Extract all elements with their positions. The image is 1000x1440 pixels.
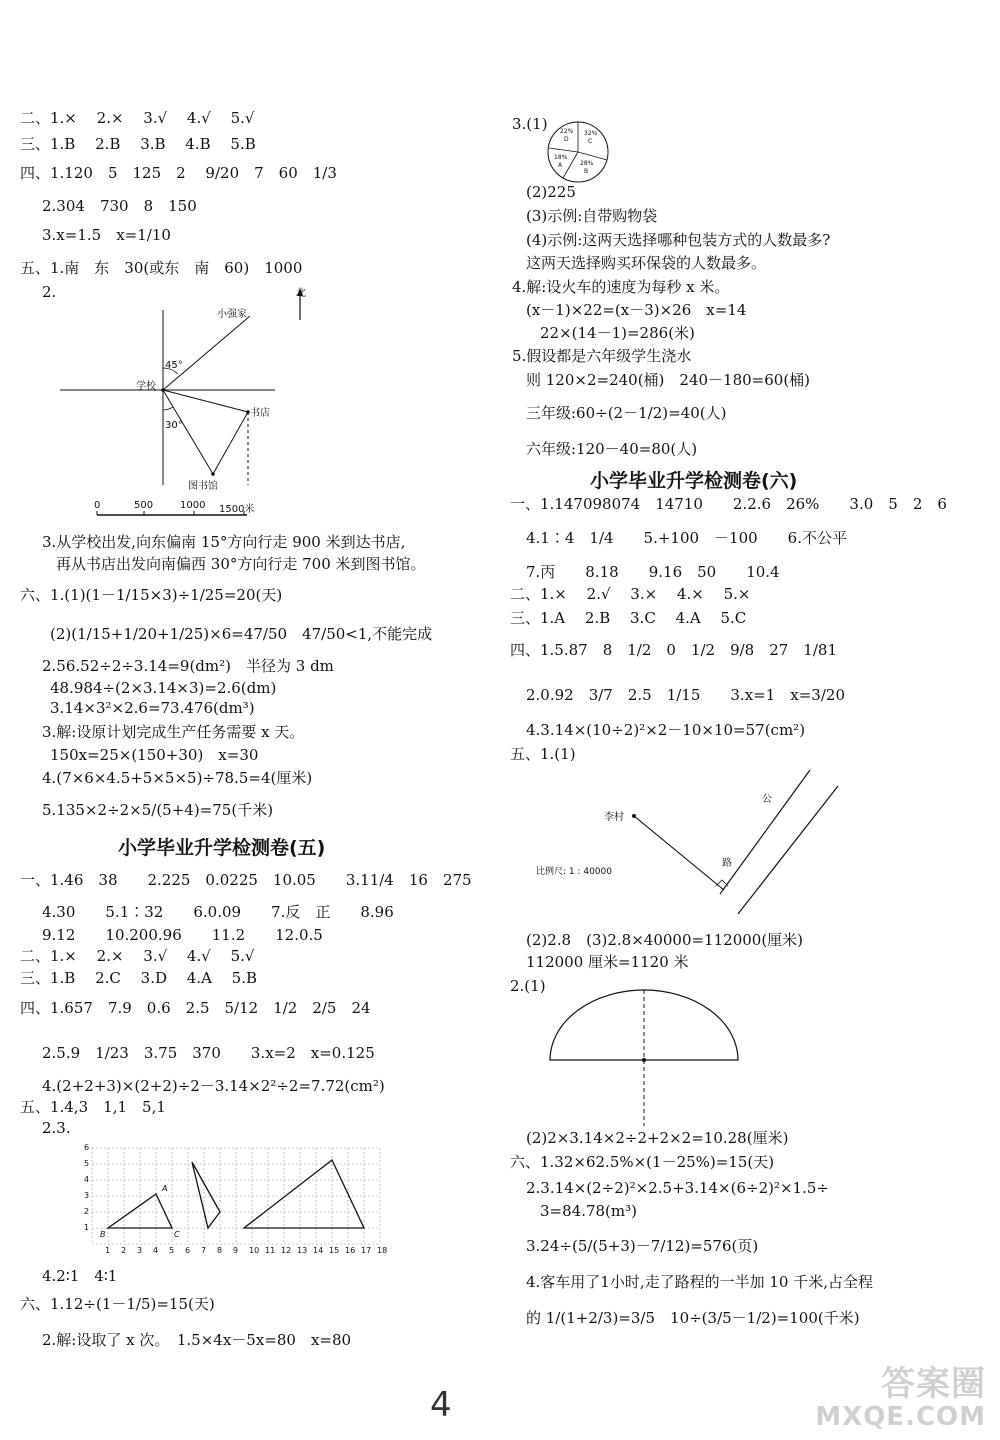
- l-line-7: 2.: [42, 283, 57, 301]
- grid-xtick: 3: [137, 1246, 143, 1255]
- r2-line-7: 2.0.92 3/7 2.5 1/15 3.x=1 x=3/20: [526, 686, 845, 704]
- l2-line-13: 2.解:设取了 x 次。 1.5×4x－5x=80 x=80: [42, 1331, 352, 1349]
- l-line-8: 3.从学校出发,向东偏南 15°方向行走 900 米到达书店,: [42, 533, 406, 551]
- road-label-2: 路: [722, 858, 732, 869]
- l-line-12: 2.56.52÷2÷3.14=9(dm²) 半径为 3 dm: [42, 657, 334, 675]
- semicircle-figure: [548, 990, 744, 1126]
- grid-xtick: 11: [265, 1246, 276, 1255]
- page-number: 4: [430, 1385, 452, 1425]
- triangle-rotated: [192, 1162, 220, 1228]
- r2-line-13: (2)2×3.14×2÷2+2×2=10.28(厘米): [526, 1129, 789, 1147]
- l-line-1: 二、1.× 2.× 3.√ 4.√ 5.√: [20, 109, 255, 127]
- path-to-home: [163, 316, 250, 390]
- grid-xtick: 2: [121, 1246, 127, 1255]
- scale-0: 0: [94, 500, 101, 511]
- pie-a-pct: 18%: [554, 154, 568, 161]
- school-label: 学校: [136, 381, 156, 392]
- l-line-5: 3.x=1.5 x=1/10: [42, 226, 171, 244]
- angle45-label: 45°: [165, 360, 183, 371]
- r-line-1: 3.(1): [512, 115, 548, 133]
- l2-line-4: 二、1.× 2.× 3.√ 4.√ 5.√: [20, 947, 255, 965]
- grid-xtick: 12: [281, 1246, 292, 1255]
- point-a: A: [162, 1184, 168, 1193]
- r2-line-6: 四、1.5.87 8 1/2 0 1/2 9/8 27 1/81: [510, 641, 837, 659]
- grid-xtick: 17: [361, 1246, 372, 1255]
- watermark-logo: 答案圈: [881, 1364, 986, 1404]
- grid-figure: [84, 1138, 404, 1266]
- l-line-16: 150x=25×(150+30) x=30: [50, 746, 259, 764]
- triangle-abc: [108, 1194, 172, 1228]
- pie-b: B: [584, 168, 589, 175]
- r2-line-1: 一、1.147098074 14710 2.2.6 26% 3.0 5 2 6: [510, 495, 947, 513]
- l2-line-12: 六、1.12÷(1－1/5)=15(天): [20, 1295, 215, 1313]
- r-line-5: 这两天选择购买环保袋的人数最多。: [526, 254, 767, 272]
- r2-line-3: 7.丙 8.18 9.16 50 10.4: [526, 563, 780, 581]
- pie-a: A: [558, 162, 563, 169]
- path-to-bookstore: [163, 390, 248, 412]
- l-line-15: 3.解:设原计划完成生产任务需要 x 天。: [42, 723, 305, 741]
- l-line-4: 2.304 730 8 150: [42, 197, 197, 215]
- r2-line-17: 3.24÷(5/(5+3)－7/12)=576(页): [526, 1237, 759, 1255]
- r2-line-14: 六、1.32×62.5%×(1－25%)=15(天): [510, 1153, 775, 1171]
- grid-xtick: 16: [345, 1246, 356, 1255]
- r2-line-18: 4.客车用了1小时,走了路程的一半加 10 千米,占全程: [526, 1273, 874, 1291]
- l-line-10: 六、1.(1)(1－1/15×3)÷1/25=20(天): [20, 586, 283, 604]
- pie-figure: [546, 120, 610, 184]
- title-exam-6: 小学毕业升学检测卷(六): [590, 470, 798, 492]
- home-label: 小强家: [217, 309, 247, 320]
- watermark: [815, 1366, 986, 1432]
- road-figure: [536, 768, 850, 918]
- l-line-14: 3.14×3²×2.6=73.476(dm³): [50, 699, 255, 717]
- road-scale: 比例尺: 1 : 40000: [536, 867, 613, 877]
- l-line-17: 4.(7×6×4.5+5×5×5)÷78.5=4(厘米): [42, 769, 313, 787]
- l2-line-7: 2.5.9 1/23 3.75 370 3.x=2 x=0.125: [42, 1044, 375, 1062]
- r2-line-9: 五、1.(1): [510, 745, 576, 763]
- r-line-3: (3)示例:自带购物袋: [526, 207, 658, 225]
- r-line-10: 则 120×2=240(桶) 240－180=60(桶): [526, 371, 811, 389]
- grid-xtick: 14: [313, 1246, 324, 1255]
- l-line-18: 5.135×2÷2×5/(5+4)=75(千米): [42, 801, 274, 819]
- r-line-12: 六年级:120－40=80(人): [526, 440, 698, 458]
- grid-ytick: 1: [84, 1223, 90, 1232]
- pie-b-pct: 28%: [580, 160, 594, 167]
- r2-line-8: 4.3.14×(10÷2)²×2－10×10=57(cm²): [526, 721, 806, 739]
- r-line-2: (2)225: [526, 183, 576, 201]
- l-line-9: 再从书店出发向南偏西 30°方向行走 700 米到图书馆。: [56, 555, 426, 573]
- grid-xtick: 4: [153, 1246, 159, 1255]
- l2-line-5: 三、1.B 2.C 3.D 4.A 5.B: [20, 969, 258, 987]
- l2-line-1: 一、1.46 38 2.225 0.0225 10.05 3.11/4 16 275: [20, 871, 472, 889]
- r-line-6: 4.解:设火车的速度为每秒 x 米。: [512, 278, 730, 296]
- path-to-library: [213, 412, 248, 474]
- bookstore-label: 书店: [250, 408, 270, 419]
- grid-ytick: 5: [84, 1159, 90, 1168]
- l2-line-2: 4.30 5.1∶32 6.0.09 7.反 正 8.96: [42, 903, 394, 921]
- r2-line-11: 112000 厘米=1120 米: [526, 953, 689, 971]
- l2-line-11: 4.2∶1 4∶1: [42, 1267, 118, 1285]
- l-line-11: (2)(1/15+1/20+1/25)×6=47/50 47/50<1,不能完成: [50, 625, 433, 643]
- library-label: 图书馆: [188, 481, 218, 492]
- road-edge-right: [738, 786, 838, 914]
- pie-d-pct: 22%: [560, 128, 574, 135]
- l2-line-8: 4.(2+2+3)×(2+2)÷2－3.14×2²÷2=7.72(cm²): [42, 1077, 385, 1095]
- l2-line-10: 2.3.: [42, 1119, 71, 1137]
- grid-ytick: 6: [84, 1143, 90, 1152]
- title-exam-5: 小学毕业升学检测卷(五): [118, 837, 326, 859]
- r-line-7: (x－1)×22=(x－3)×26 x=14: [526, 301, 747, 319]
- grid-xtick: 6: [185, 1246, 191, 1255]
- l-line-6: 五、1.南 东 30(或东 南 60) 1000: [20, 259, 303, 277]
- pie-d: D: [564, 136, 569, 143]
- north-label: 北: [296, 288, 306, 299]
- r2-line-15: 2.3.14×(2÷2)²×2.5+3.14×(6÷2)²×1.5÷: [526, 1179, 829, 1197]
- grid-xtick: 10: [249, 1246, 260, 1255]
- grid-xtick: 1: [105, 1246, 111, 1255]
- pie-c: C: [588, 138, 593, 145]
- grid-ytick: 2: [84, 1207, 90, 1216]
- scale-1000: 1000: [180, 500, 206, 511]
- angle30-label: 30°: [165, 420, 183, 431]
- grid-xtick: 7: [201, 1246, 207, 1255]
- r-line-4: (4)示例:这两天选择哪种包装方式的人数最多?: [526, 231, 831, 249]
- road-edge-left: [720, 770, 810, 894]
- grid-xtick: 5: [169, 1246, 175, 1255]
- l-line-3: 四、1.120 5 125 2 9/20 7 60 1/3: [20, 164, 337, 182]
- l2-line-9: 五、1.4,3 1,1 5,1: [20, 1098, 166, 1116]
- r-line-8: 22×(14－1)=286(米): [540, 324, 695, 342]
- point-b: B: [100, 1230, 106, 1239]
- watermark-url: MXQE.COM: [815, 1402, 986, 1432]
- scale-1500: 1500米: [219, 504, 255, 515]
- l-line-13: 48.984÷(2×3.14×3)=2.6(dm): [50, 679, 277, 697]
- r-line-11: 三年级:60÷(2－1/2)=40(人): [526, 404, 727, 422]
- triangle-enlarged: [244, 1160, 364, 1228]
- scale-500: 500: [134, 500, 154, 511]
- grid-xtick: 15: [329, 1246, 340, 1255]
- r2-line-16: 3=84.78(m³): [540, 1202, 637, 1220]
- point-c: C: [174, 1230, 180, 1239]
- r2-line-19: 的 1/(1+2/3)=3/5 10÷(3/5－1/2)=100(千米): [526, 1309, 860, 1327]
- l2-line-3: 9.12 10.200.96 11.2 12.0.5: [42, 926, 323, 944]
- grid-xtick: 8: [217, 1246, 223, 1255]
- r2-line-12: 2.(1): [510, 977, 546, 995]
- map-figure: [60, 280, 306, 520]
- grid-xtick: 9: [233, 1246, 239, 1255]
- grid-ytick: 4: [84, 1175, 90, 1184]
- r2-line-4: 二、1.× 2.√ 3.× 4.× 5.×: [510, 585, 751, 603]
- village-label: 李村: [604, 812, 624, 823]
- r2-line-5: 三、1.A 2.B 3.C 4.A 5.C: [510, 609, 747, 627]
- road-label-1: 公: [762, 794, 772, 805]
- l-line-2: 三、1.B 2.B 3.B 4.B 5.B: [20, 135, 256, 153]
- grid-xtick: 13: [297, 1246, 308, 1255]
- r-line-9: 5.假设都是六年级学生浇水: [512, 347, 692, 365]
- grid-xtick: 18: [377, 1246, 388, 1255]
- shortest-path: [634, 816, 724, 890]
- grid-ytick: 3: [84, 1191, 90, 1200]
- l2-line-6: 四、1.657 7.9 0.6 2.5 5/12 1/2 2/5 24: [20, 999, 371, 1017]
- r2-line-2: 4.1∶4 1/4 5.+100 －100 6.不公平: [526, 529, 847, 547]
- r2-line-10: (2)2.8 (3)2.8×40000=112000(厘米): [526, 931, 804, 949]
- pie-c-pct: 32%: [584, 130, 598, 137]
